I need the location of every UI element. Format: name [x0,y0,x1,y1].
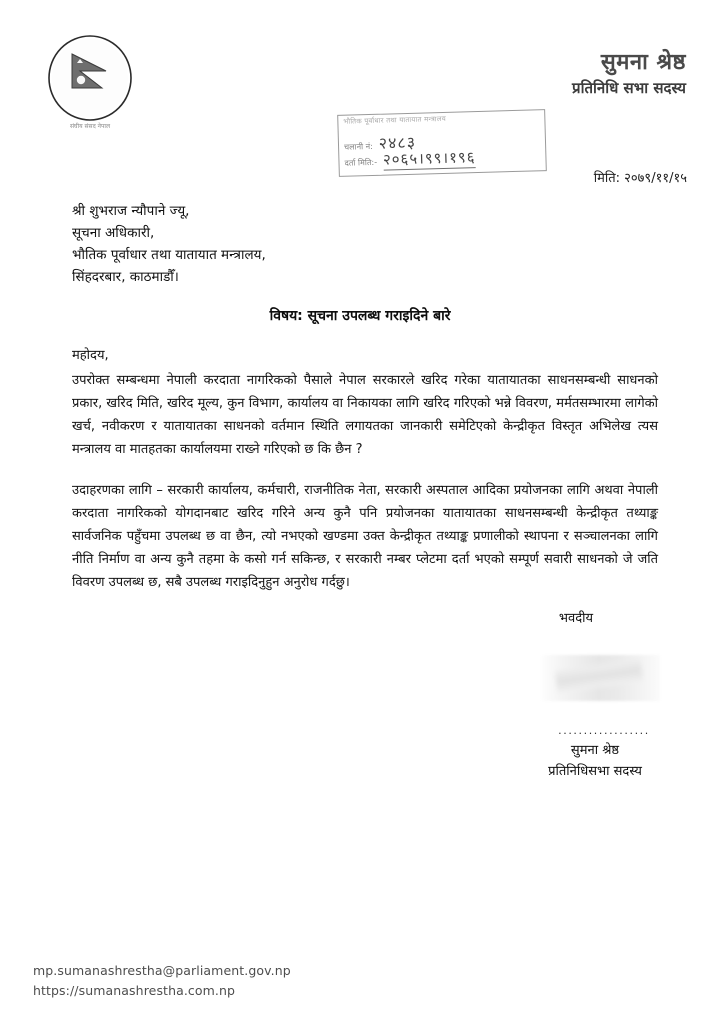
signer-name: सुमना श्रेष्ठ [570,743,620,758]
footer-email: mp.sumanashrestha@parliament.gov.np [33,963,291,978]
letterhead-text [572,50,686,98]
recipient-line-2: सूचना अधिकारी, [72,225,155,241]
subject-line [0,306,720,325]
nepal-flag-seal-icon [42,32,138,136]
svg-text:संघीय संसद नेपाल: संघीय संसद नेपाल [69,123,111,130]
signature-dotted-line: .................. [558,724,650,737]
signature-redaction-block [542,655,660,701]
document-date: मिति: २०७९/११/१५ [593,171,687,186]
registration-stamp [337,109,547,177]
stamp-registration-label: चलानी नं: [343,141,373,152]
footer-website: https://sumanashrestha.com.np [33,983,236,998]
signer-role: प्रतिनिधिसभा सदस्य [548,764,642,779]
body-paragraph-1: उपरोक्त सम्बन्धमा नेपाली करदाता नागरिकको पैसाले नेपाल सरकारले खरिद गरेका यातायातका साधनसम्बन्धी साधनको प्रकार, खरिद मिति, खरिद मूल्य, कुन विभाग, कार्यालय वा निकायका लागि खरिद गरिएको भन्ने विवरण, मर्मतसम्भारमा लागेको खर्च, नवीकरण र यातायातका साधनको वर्तमान स्थिति लगायतका जानकारी समेटिएको केन्द्रीकृत विस्तृत अभिलेख त्यस मन्त्रालय वा मातहतका कार्यालयमा राख्ने गरिएको छ कि छैन ? [72,373,658,457]
stamp-date-value: २०६५।९९।१९६ [382,148,476,169]
signer-block [490,740,700,782]
subject-text: विषय: सूचना उपलब्ध गराइदिने बारे [269,308,451,324]
stamp-header: भौतिक पूर्वाधार तथा यातायात मन्त्रालय [343,114,447,126]
valediction: भवदीय [558,611,594,626]
stamp-date-row [344,147,476,172]
recipient-line-4: सिंहदरबार, काठमाडौँ। [72,269,179,285]
letterhead-role: प्रतिनिधि सभा सदस्य [572,79,686,98]
salutation: महोदय, [72,348,109,363]
closing-block [470,608,690,626]
body-paragraph-2: उदाहरणका लागि – सरकारी कार्यालय, कर्मचारी, राजनीतिक नेता, सरकारी अस्पताल आदिका प्रयोजनका लागि अथवा नेपाली करदाता नागरिकको योगदानबाट खरिद गरिने अन्य कुनै पनि प्रयोजनका यातायातका साधनसम्बन्धी केन्द्रीकृत तथ्याङ्क सार्वजनिक पहुँचमा उपलब्ध छ वा छैन, त्यो नभएको खण्डमा उक्त केन्द्रीकृत तथ्याङ्क प्रणालीको स्थापना र सञ्चालनका लागि नीति निर्माण वा अन्य कुनै तहमा के कसो गर्न सकिन्छ, र सरकारी नम्बर प्लेटमा दर्ता भएको सम्पूर्ण सवारी साधनको जे जति विवरण उपलब्ध छ, सबै उपलब्ध गराइदिनुहुन अनुरोध गर्दछु। [72,483,658,590]
stamp-registration-value: २४८३ [378,132,417,153]
letter-body [72,345,658,612]
footer-contact-block [33,961,291,1001]
recipient-address-block [72,200,266,288]
stamp-date-label: दर्ता मिति:- [344,157,378,168]
recipient-line-3: भौतिक पूर्वाधार तथा यातायात मन्त्रालय, [72,247,266,263]
recipient-line-1: श्री शुभराज न्यौपाने ज्यू, [72,203,190,219]
letterhead-name: सुमना श्रेष्ठ [600,50,686,75]
